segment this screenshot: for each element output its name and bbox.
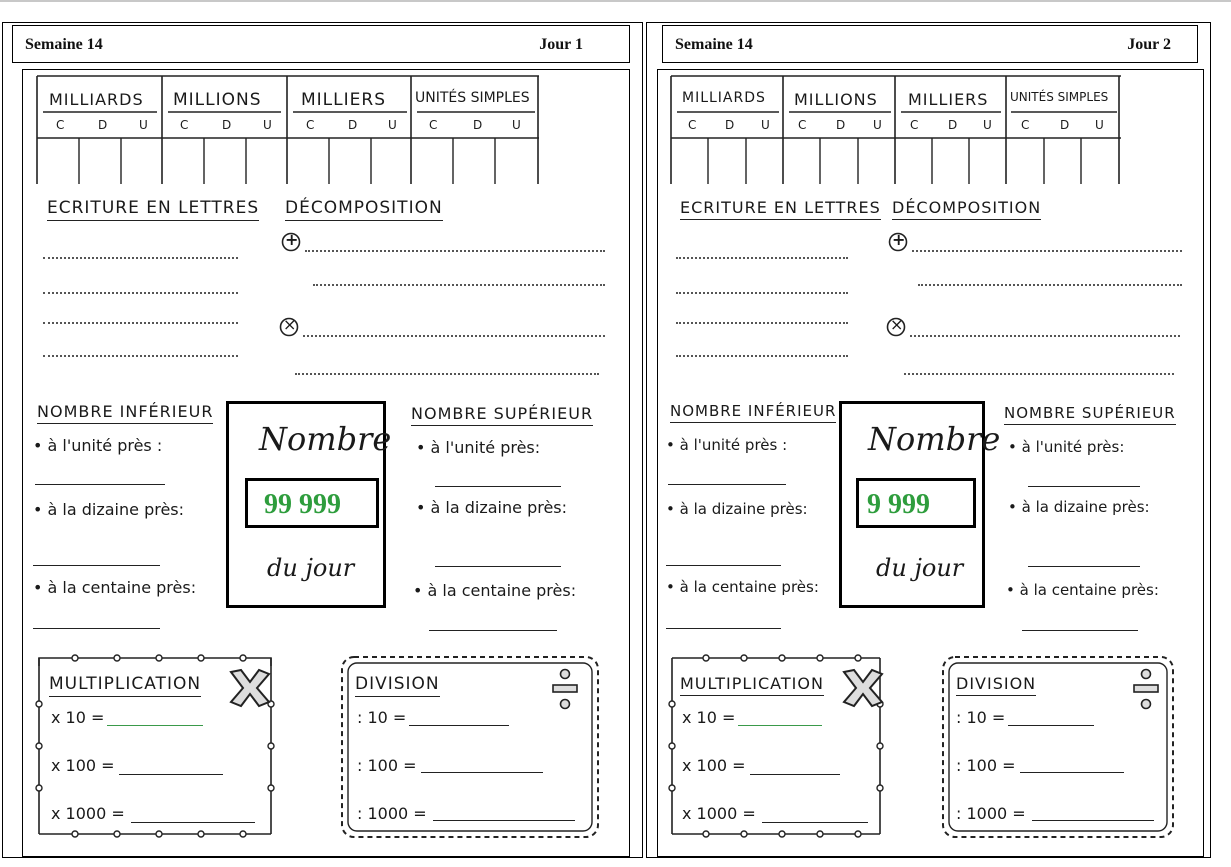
decomposition-dotted-line	[303, 335, 605, 337]
pv-col-u: U	[139, 118, 148, 132]
day-label: Jour 1	[539, 36, 583, 53]
division-row-1000: : 1000 =	[357, 804, 427, 823]
pv-col-u: U	[512, 118, 521, 132]
multiplication-row-1000: x 1000 =	[51, 804, 125, 823]
divide-icon	[551, 668, 579, 712]
writing-title: ECRITURE EN LETTRES	[680, 198, 881, 220]
times-sign: ×	[283, 315, 297, 334]
multiplication-answer-line	[131, 822, 255, 823]
upper-hundred-answer-line	[429, 630, 557, 631]
division-answer-line	[433, 820, 575, 821]
pv-group-millions: MILLIONS	[173, 90, 262, 110]
pv-group-unites-simples: UNITÉS SIMPLES	[415, 90, 530, 106]
decomposition-dotted-line	[313, 284, 605, 286]
writing-dotted-line	[676, 292, 848, 294]
pv-group-milliers: MILLIERS	[301, 90, 386, 110]
lower-unit-label: • à l'unité près :	[666, 436, 788, 454]
lower-ten-answer-line	[666, 565, 781, 566]
upper-ten-answer-line	[1028, 566, 1140, 567]
upper-ten-label: • à la dizaine près:	[1008, 498, 1150, 516]
week-label: Semaine 14	[25, 36, 103, 53]
pv-col-c: C	[688, 118, 697, 132]
pv-col-d: D	[725, 118, 735, 132]
lower-number-title: NOMBRE INFÉRIEUR	[670, 402, 836, 423]
lower-hundred-answer-line	[33, 628, 160, 629]
writing-dotted-line	[43, 322, 238, 324]
writing-dotted-line	[676, 257, 848, 259]
multiplication-title: MULTIPLICATION	[49, 674, 201, 697]
multiplication-row-1000: x 1000 =	[682, 804, 756, 823]
multiplication-row-10: x 10 =	[51, 708, 105, 727]
pv-col-d: D	[473, 118, 483, 132]
division-answer-line	[421, 772, 543, 773]
page-top-border	[0, 0, 1231, 2]
multiply-icon	[840, 668, 886, 708]
divide-icon	[1132, 668, 1160, 712]
pv-col-c: C	[56, 118, 65, 132]
division-answer-line	[1008, 725, 1094, 726]
division-row-10: : 10 =	[357, 708, 407, 727]
multiplication-title: MULTIPLICATION	[680, 674, 824, 696]
number-of-day-box	[839, 401, 1001, 608]
multiplication-answer-line	[762, 822, 868, 823]
pv-col-u: U	[263, 118, 272, 132]
pv-group-unites-simples: UNITÉS SIMPLES	[1010, 90, 1109, 104]
number-of-day-subtitle: du jour	[267, 554, 355, 582]
plus-sign: +	[285, 230, 299, 249]
worksheet-card-day-2	[657, 69, 1204, 857]
pv-col-c: C	[306, 118, 315, 132]
writing-dotted-line	[43, 292, 238, 294]
pv-col-u: U	[761, 118, 770, 132]
multiply-icon	[227, 668, 273, 708]
lower-number-title: NOMBRE INFÉRIEUR	[37, 402, 213, 424]
decomposition-dotted-line	[305, 250, 605, 252]
decomposition-dotted-line	[912, 250, 1182, 252]
upper-number-title: NOMBRE SUPÉRIEUR	[1004, 404, 1176, 425]
writing-dotted-line	[43, 257, 238, 259]
decomposition-title: DÉCOMPOSITION	[285, 198, 443, 221]
decomposition-dotted-line	[904, 373, 1174, 375]
pv-col-c: C	[180, 118, 189, 132]
division-answer-line	[1020, 772, 1124, 773]
decomposition-dotted-line	[295, 373, 599, 375]
division-row-100: : 100 =	[956, 756, 1016, 775]
sheet-header-day-1	[12, 25, 630, 63]
writing-dotted-line	[676, 355, 848, 357]
multiplication-row-100: x 100 =	[51, 756, 115, 775]
pv-group-milliers: MILLIERS	[908, 90, 989, 109]
upper-hundred-answer-line	[1022, 630, 1138, 631]
number-of-day-title: Nombre	[868, 420, 1001, 458]
times-sign: ×	[890, 315, 904, 334]
pv-col-u: U	[1095, 118, 1104, 132]
plus-sign: +	[892, 230, 906, 249]
pv-col-u: U	[388, 118, 397, 132]
upper-ten-answer-line	[435, 566, 561, 567]
pv-group-millions: MILLIONS	[794, 90, 878, 109]
division-row-100: : 100 =	[357, 756, 417, 775]
writing-dotted-line	[43, 355, 238, 357]
multiplication-answer-line	[107, 725, 203, 726]
decomposition-dotted-line	[910, 335, 1180, 337]
decomposition-title: DÉCOMPOSITION	[892, 198, 1041, 220]
lower-hundred-label: • à la centaine près:	[666, 578, 819, 596]
pv-col-d: D	[222, 118, 232, 132]
pv-col-u: U	[983, 118, 992, 132]
multiplication-row-100: x 100 =	[682, 756, 746, 775]
number-of-day-title: Nombre	[259, 420, 392, 458]
pv-col-c: C	[910, 118, 919, 132]
lower-ten-label: • à la dizaine près:	[33, 500, 185, 519]
pv-col-d: D	[98, 118, 108, 132]
writing-title: ECRITURE EN LETTRES	[47, 198, 259, 221]
division-row-1000: : 1000 =	[956, 804, 1026, 823]
lower-hundred-answer-line	[666, 628, 781, 629]
pv-col-u: U	[873, 118, 882, 132]
number-of-day-subtitle: du jour	[876, 554, 964, 582]
upper-unit-answer-line	[435, 486, 561, 487]
lower-unit-answer-line	[35, 484, 165, 485]
multiplication-answer-line	[738, 725, 822, 726]
multiplication-answer-line	[750, 774, 840, 775]
sheet-header-day-2	[662, 25, 1198, 63]
number-of-day-value: 9 999	[867, 489, 930, 520]
upper-unit-label: • à l'unité près:	[416, 438, 541, 457]
number-of-day-frame	[245, 478, 379, 528]
pv-col-d: D	[836, 118, 846, 132]
upper-hundred-label: • à la centaine près:	[1006, 581, 1159, 599]
pv-col-c: C	[429, 118, 438, 132]
pv-col-d: D	[1060, 118, 1070, 132]
pv-col-d: D	[948, 118, 958, 132]
lower-hundred-label: • à la centaine près:	[33, 578, 197, 597]
upper-ten-label: • à la dizaine près:	[416, 498, 568, 517]
upper-unit-answer-line	[1028, 486, 1140, 487]
multiplication-answer-line	[119, 774, 223, 775]
lower-unit-answer-line	[668, 484, 786, 485]
division-row-10: : 10 =	[956, 708, 1006, 727]
pv-col-d: D	[348, 118, 358, 132]
division-title: DIVISION	[956, 674, 1036, 696]
pv-group-milliards: MILLIARDS	[49, 90, 144, 109]
pv-col-c: C	[1021, 118, 1030, 132]
worksheet-card-day-1	[22, 69, 630, 857]
division-title: DIVISION	[355, 674, 440, 697]
upper-unit-label: • à l'unité près:	[1008, 438, 1125, 456]
decomposition-dotted-line	[918, 284, 1182, 286]
writing-dotted-line	[676, 322, 848, 324]
multiplication-row-10: x 10 =	[682, 708, 736, 727]
pv-col-c: C	[798, 118, 807, 132]
lower-unit-label: • à l'unité près :	[33, 436, 163, 455]
upper-hundred-label: • à la centaine près:	[413, 581, 577, 600]
division-answer-line	[409, 725, 509, 726]
division-answer-line	[1032, 820, 1154, 821]
lower-ten-answer-line	[33, 565, 160, 566]
number-of-day-value: 99 999	[264, 489, 341, 520]
pv-group-milliards: MILLIARDS	[682, 90, 766, 106]
day-label: Jour 2	[1127, 36, 1171, 53]
upper-number-title: NOMBRE SUPÉRIEUR	[411, 404, 593, 426]
number-of-day-box	[226, 401, 392, 608]
number-of-day-frame	[856, 478, 976, 528]
lower-ten-label: • à la dizaine près:	[666, 500, 808, 518]
week-label: Semaine 14	[675, 36, 753, 53]
